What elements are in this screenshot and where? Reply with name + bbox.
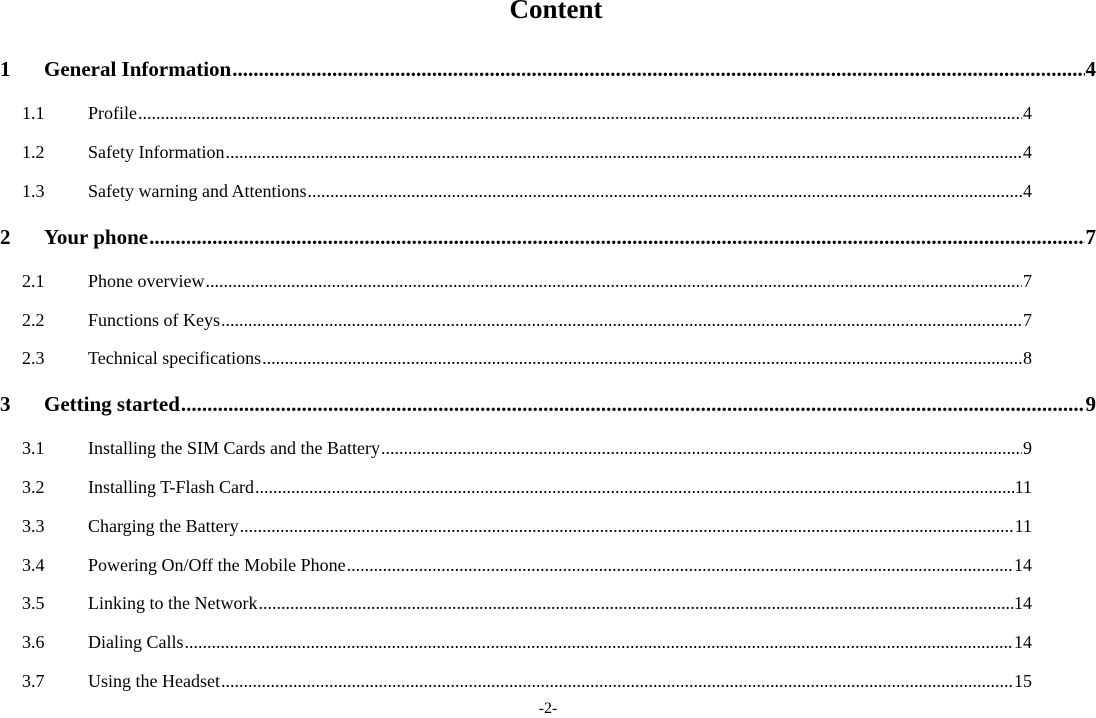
toc-leader	[221, 310, 1022, 331]
toc-number: 2.2	[22, 310, 45, 330]
toc-number: 1	[0, 57, 11, 81]
toc-entry[interactable]	[22, 348, 1032, 369]
toc-number: 3.5	[22, 593, 45, 613]
toc-entry[interactable]	[22, 142, 1032, 163]
page-number-footer: -2-	[538, 700, 558, 717]
toc-number: 2.1	[22, 271, 45, 291]
toc-entry[interactable]	[22, 593, 1032, 614]
toc-page: 4	[1023, 181, 1032, 201]
toc-number: 3.3	[22, 516, 45, 536]
toc-label: Installing T-Flash Card	[88, 477, 254, 497]
toc-entry[interactable]	[22, 477, 1032, 498]
toc-page: 4	[1085, 57, 1096, 81]
toc-label: Profile	[88, 103, 137, 123]
toc-page: 7	[1023, 310, 1032, 330]
toc-entry[interactable]	[22, 671, 1032, 692]
toc-page: 14	[1014, 632, 1032, 652]
toc-leader	[262, 348, 1022, 369]
toc-label: Your phone	[44, 225, 149, 249]
toc-leader	[232, 57, 1084, 82]
toc-leader	[240, 516, 1014, 537]
toc-label: Installing the SIM Cards and the Battery	[88, 438, 380, 458]
toc-number: 2	[0, 225, 11, 249]
toc-label: Linking to the Network	[88, 593, 258, 613]
toc-number: 1.2	[22, 142, 45, 162]
toc-page: 15	[1014, 671, 1032, 691]
toc-number: 3.4	[22, 555, 45, 575]
toc-entry[interactable]	[0, 225, 1096, 250]
toc-leader	[185, 632, 1014, 653]
toc-leader	[138, 103, 1022, 124]
toc-entry[interactable]	[22, 516, 1032, 537]
toc-page: 9	[1085, 392, 1096, 416]
page-title: Content	[509, 0, 603, 24]
toc-entry[interactable]	[22, 271, 1032, 292]
toc-number: 3.6	[22, 632, 45, 652]
toc-number: 3.7	[22, 671, 45, 691]
toc-leader	[347, 555, 1013, 576]
toc-page: 7	[1085, 225, 1096, 249]
toc-page: 9	[1023, 438, 1032, 458]
toc-page: 4	[1023, 103, 1032, 123]
toc-page: 11	[1014, 477, 1032, 497]
toc-number: 3.2	[22, 477, 45, 497]
toc-leader	[258, 593, 1013, 614]
toc-number: 1.3	[22, 181, 45, 201]
toc-entry[interactable]	[22, 632, 1032, 653]
toc-entry[interactable]	[22, 438, 1032, 459]
toc-label: Functions of Keys	[88, 310, 220, 330]
toc-leader	[381, 438, 1022, 459]
toc-number: 1.1	[22, 103, 45, 123]
toc-label: Using the Headset	[88, 671, 220, 691]
toc-page: 14	[1014, 555, 1032, 575]
toc-number: 2.3	[22, 348, 45, 368]
toc-entry[interactable]	[22, 310, 1032, 331]
toc-label: Safety Information	[88, 142, 225, 162]
toc-label: Safety warning and Attentions	[88, 181, 307, 201]
toc-label: Technical specifications	[88, 348, 262, 368]
toc-label: Getting started	[44, 392, 180, 416]
toc-entry[interactable]	[0, 57, 1096, 82]
toc-label: General Information	[44, 57, 232, 81]
toc-page: 14	[1014, 593, 1032, 613]
toc-page: 7	[1023, 271, 1032, 291]
toc-label: Dialing Calls	[88, 632, 184, 652]
toc-leader	[221, 671, 1013, 692]
toc-label: Charging the Battery	[88, 516, 239, 536]
toc-page: 4	[1023, 142, 1032, 162]
toc-page: 8	[1023, 348, 1032, 368]
toc-label: Phone overview	[88, 271, 205, 291]
toc-entry[interactable]	[0, 392, 1096, 417]
toc-page: 11	[1014, 516, 1032, 536]
toc-leader	[255, 477, 1014, 498]
toc-entry[interactable]	[22, 103, 1032, 124]
toc-entry[interactable]	[22, 555, 1032, 576]
toc-leader	[205, 271, 1022, 292]
toc-leader	[225, 142, 1022, 163]
toc-number: 3.1	[22, 438, 45, 458]
toc-number: 3	[0, 392, 11, 416]
toc-entry[interactable]	[22, 181, 1032, 202]
toc-leader	[181, 392, 1085, 417]
toc-label: Powering On/Off the Mobile Phone	[88, 555, 346, 575]
toc-leader	[149, 225, 1084, 250]
toc-leader	[307, 181, 1022, 202]
